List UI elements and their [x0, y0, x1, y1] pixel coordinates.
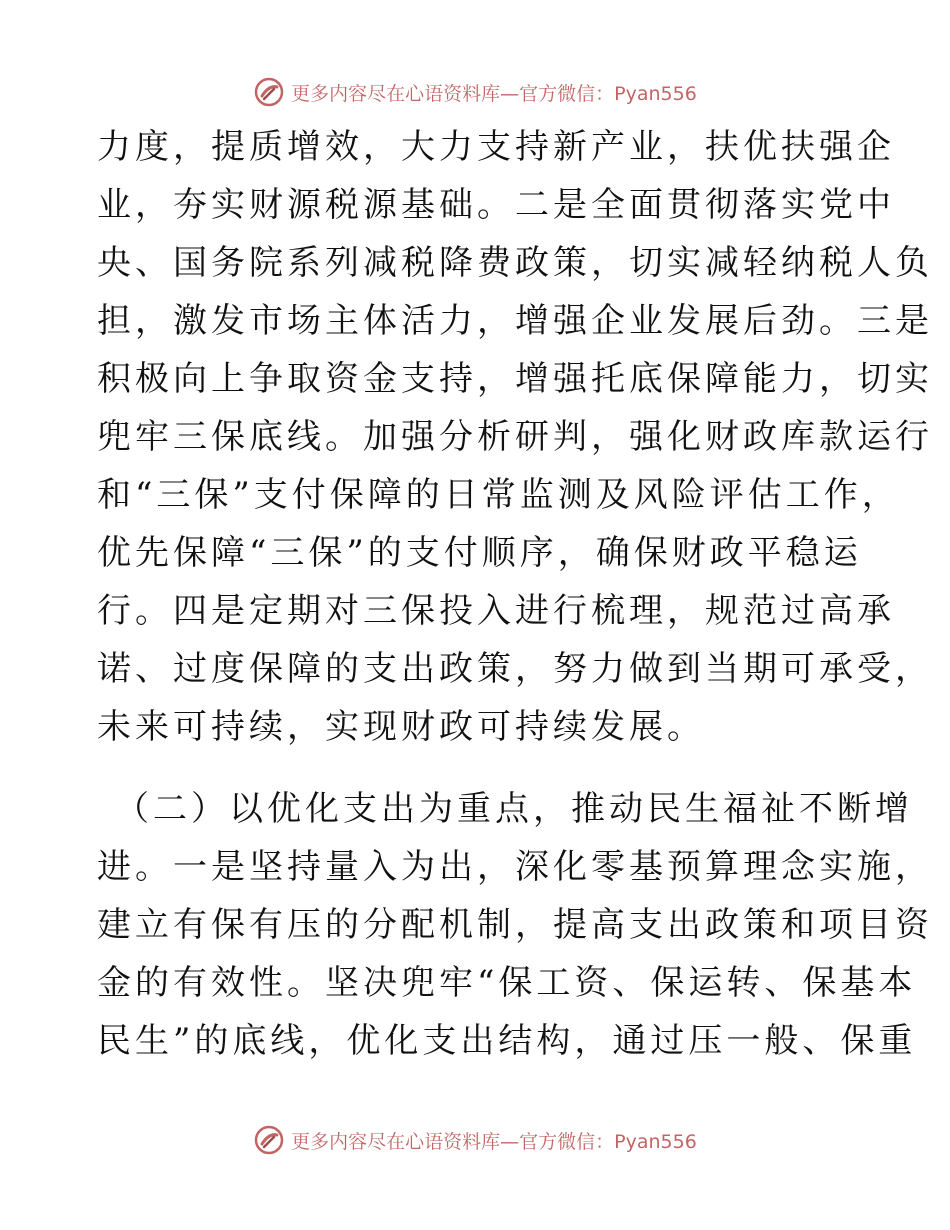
body-paragraph-2: [97, 786, 933, 1076]
text-line: 优先保障“三保”的支付顺序，确保财政平稳运: [97, 533, 862, 573]
text-line: 力度，提质增效，大力支持新产业，扶优扶强企: [97, 127, 895, 167]
text-line: 未来可持续，实现财政可持续发展。: [97, 707, 705, 747]
text-line: 民生”的底线，优化支出结构，通过压一般、保重: [97, 1021, 917, 1061]
watermark-text: 更多内容尽在心语资料库—官方微信：Pyan556: [291, 82, 697, 105]
red-book-pen-logo-icon: [253, 1124, 285, 1156]
text-line: 央、国务院系列减税降费政策，切实减轻纳税人负: [97, 243, 933, 283]
text-line: 担，激发市场主体活力，增强企业发展后劲。三是: [97, 301, 933, 341]
text-line: 兜牢三保底线。加强分析研判，强化财政库款运行: [97, 417, 933, 457]
red-book-pen-logo-icon: [253, 76, 285, 108]
text-line: 进。一是坚持量入为出，深化零基预算理念实施，: [97, 847, 933, 887]
text-line: 金的有效性。坚决兜牢“保工资、保运转、保基本: [97, 963, 917, 1003]
text-line: 积极向上争取资金支持，增强托底保障能力，切实: [97, 359, 933, 399]
text-line: 和“三保”支付保障的日常监测及风险评估工作，: [97, 475, 900, 515]
header-watermark: [0, 76, 950, 108]
text-line: 业，夯实财源税源基础。二是全面贯彻落实党中: [97, 185, 895, 225]
text-line: 建立有保有压的分配机制，提高支出政策和项目资: [97, 905, 933, 945]
text-line: 诺、过度保障的支出政策，努力做到当期可承受，: [97, 649, 933, 689]
body-paragraph-1: [97, 124, 933, 762]
text-line: 行。四是定期对三保投入进行梳理，规范过高承: [97, 591, 895, 631]
section-heading-line: （二）以优化支出为重点，推动民生福祉不断增: [115, 789, 913, 829]
footer-watermark: [0, 1124, 950, 1156]
watermark-text: 更多内容尽在心语资料库—官方微信：Pyan556: [291, 1130, 697, 1153]
